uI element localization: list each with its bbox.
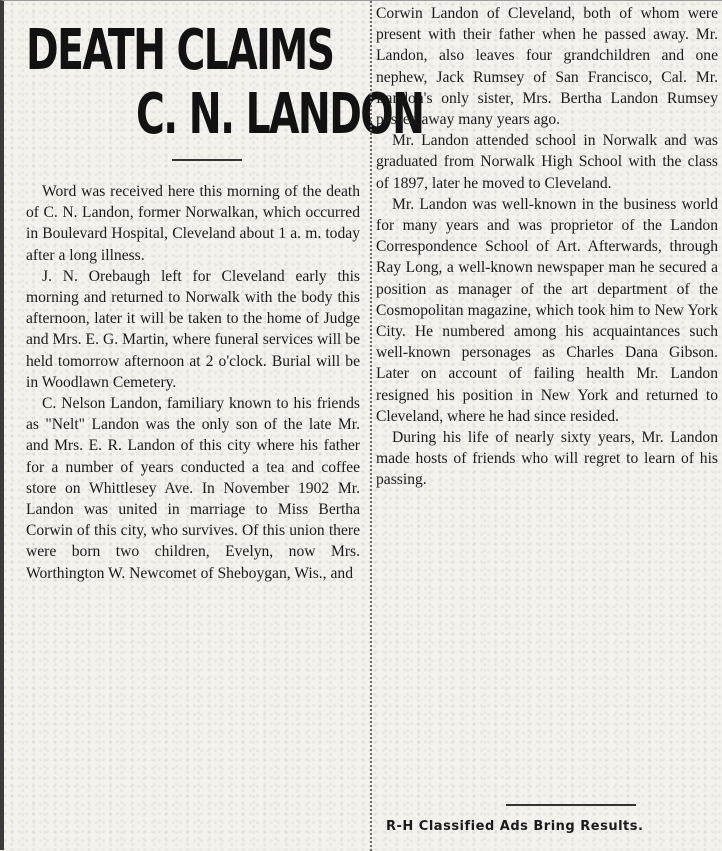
paragraph-funeral: J. N. Orebaugh left for Cleveland early this morning and returned to Norwalk with the body this afternoon, later it will be taken to the home of Judge and Mrs. E. G. Martin, where funeral services will be held tomorrow afternoon at 2 o'clock. Burial will be in Woodlawn Cemetery. — [26, 267, 360, 391]
classified-ads-tagline: R-H Classified Ads Bring Results. — [386, 819, 644, 834]
headline-rule — [172, 159, 242, 161]
right-column-body — [376, 3, 718, 491]
paragraph-death-notice: Word was received here this morning of the death of C. N. Landon, former Norwalkan, which occurred in Boulevard Hospital, Cleveland about 1 a. m. today after a long illness. — [26, 183, 360, 264]
right-column — [376, 1, 722, 851]
headline-line-1: DEATH CLAIMS — [26, 18, 334, 83]
paragraph-education: Mr. Landon attended school in Norwalk and was graduated from Norwalk High School with the class of 1897, later he moved to Cleveland. — [376, 132, 718, 192]
closing-rule — [506, 804, 636, 806]
paragraph-family: C. Nelson Landon, familiary known to his friends as "Nelt" Landon was the only son of the late Mr. and Mrs. E. R. Landon of this city where his father for a number of years conducted a tea and coffee store on Whittlesey Ave. In November 1902 Mr. Landon was united in marriage to Miss Bertha Corwin of this city, who survives. Of this union there were born two children, Evelyn, now Mrs. Worthington W. Newcomet of Sheboygan, Wis., and — [26, 395, 360, 582]
paragraph-closing: During his life of nearly sixty years, Mr. Landon made hosts of friends who will regret to learn of his passing. — [376, 429, 718, 489]
paragraph-career: Mr. Landon was well-known in the business world for many years and was proprietor of the Landon Correspondence School of Art. Afterwards, through Ray Long, a well-known newspaper man he secured a position as manager of the art department of the Cosmopolitan magazine, which took him to New York City. He numbered among his acquaintances such well-known personages as Charles Dana Gibson. Later on account of failing health Mr. Landon resigned his position in New York and returned to Cleveland, where he had since resided. — [376, 195, 718, 425]
paragraph-family-continued: Corwin Landon of Cleveland, both of whom were present with their father when he passed away. Mr. Landon, also leaves four grandchildren and one nephew, Jack Rumsey of San Francisco, Cal. Mr. Landon's only sister, Mrs. Bertha Landon Rumsey passed away many years ago. — [376, 5, 718, 129]
headline-line-2: C. N. LANDON — [136, 82, 424, 147]
left-column-body — [26, 181, 360, 584]
left-column — [22, 1, 424, 851]
column-divider — [370, 1, 372, 851]
